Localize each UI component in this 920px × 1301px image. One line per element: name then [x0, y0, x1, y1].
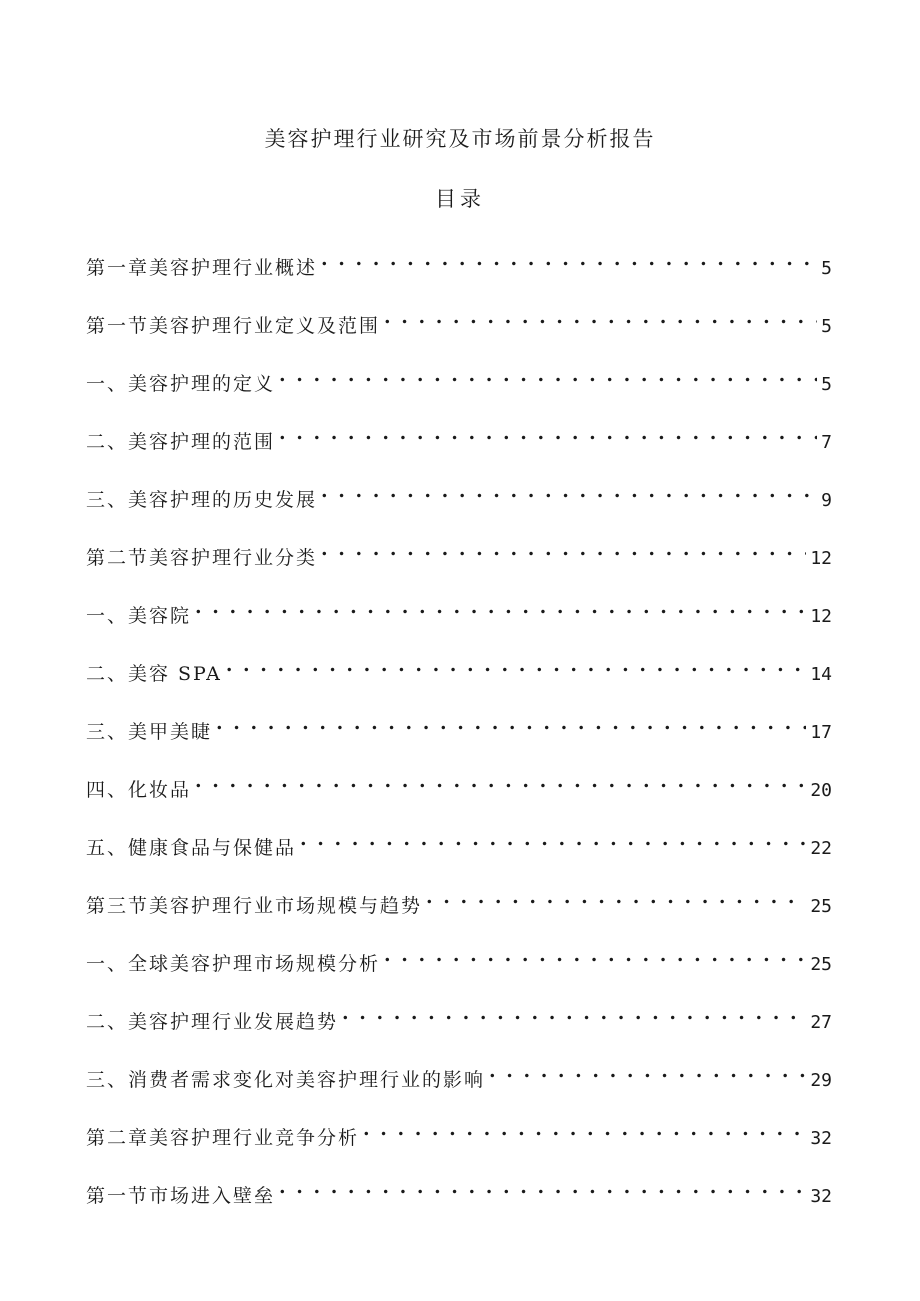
toc-entry-label: 第一节市场进入壁垒	[86, 1185, 276, 1207]
toc-entry[interactable]	[86, 998, 832, 1056]
toc-entry-page: 5	[821, 258, 832, 279]
toc-entry[interactable]	[86, 360, 832, 418]
toc-dot-leader	[342, 998, 806, 1028]
toc-dot-leader	[216, 708, 806, 738]
toc-entry-label: 一、美容院	[86, 605, 192, 627]
toc-entry-label: 第二章美容护理行业竞争分析	[86, 1127, 360, 1149]
toc-dot-leader	[384, 940, 806, 970]
toc-entry[interactable]	[86, 940, 832, 998]
toc-entry[interactable]	[86, 592, 832, 650]
toc-dot-leader	[279, 360, 817, 390]
toc-dot-leader	[279, 418, 817, 448]
toc-entry-page: 32	[810, 1186, 832, 1207]
toc-entry-label: 二、美容护理行业发展趋势	[86, 1011, 339, 1033]
toc-entry-page: 27	[810, 1012, 832, 1033]
toc-entry[interactable]	[86, 1172, 832, 1230]
toc-entry-page: 22	[810, 838, 832, 859]
toc-entry-label: 第一节美容护理行业定义及范围	[86, 315, 381, 337]
toc-entry-page: 32	[810, 1128, 832, 1149]
toc-entry-label: 五、健康食品与保健品	[86, 837, 297, 859]
toc-entry-label: 二、美容 SPA	[86, 663, 222, 685]
toc-entry[interactable]	[86, 418, 832, 476]
document-title: 美容护理行业研究及市场前景分析报告	[264, 127, 656, 151]
toc-entry[interactable]	[86, 1114, 832, 1172]
toc-dot-leader	[195, 592, 806, 622]
toc-dot-leader	[489, 1056, 806, 1086]
toc-entry[interactable]	[86, 708, 832, 766]
toc-entry-label: 三、消费者需求变化对美容护理行业的影响	[86, 1069, 486, 1091]
toc-entry-label: 三、美甲美睫	[86, 721, 213, 743]
toc-entry[interactable]	[86, 1056, 832, 1114]
toc-entry-label: 一、美容护理的定义	[86, 373, 276, 395]
table-of-contents	[86, 244, 832, 1230]
toc-dot-leader	[321, 534, 806, 564]
toc-entry-page: 14	[810, 664, 832, 685]
toc-entry-page: 25	[810, 954, 832, 975]
toc-dot-leader	[384, 302, 817, 332]
toc-entry[interactable]	[86, 302, 832, 360]
toc-dot-leader	[321, 244, 817, 274]
toc-entry-page: 12	[810, 548, 832, 569]
toc-entry-label: 四、化妆品	[86, 779, 192, 801]
toc-entry-label: 三、美容护理的历史发展	[86, 489, 318, 511]
toc-dot-leader	[426, 882, 806, 912]
toc-entry-page: 25	[810, 896, 832, 917]
toc-entry-page: 7	[821, 432, 832, 453]
toc-entry-page: 20	[810, 780, 832, 801]
toc-dot-leader	[321, 476, 817, 506]
toc-entry-label: 二、美容护理的范围	[86, 431, 276, 453]
toc-dot-leader	[226, 650, 806, 680]
toc-heading: 目录	[435, 187, 485, 211]
toc-entry[interactable]	[86, 476, 832, 534]
toc-entry-page: 17	[810, 722, 832, 743]
toc-entry[interactable]	[86, 882, 832, 940]
toc-entry-page: 29	[810, 1070, 832, 1091]
toc-entry-label: 第二节美容护理行业分类	[86, 547, 318, 569]
toc-entry-page: 5	[821, 316, 832, 337]
toc-dot-leader	[195, 766, 806, 796]
toc-entry[interactable]	[86, 650, 832, 708]
toc-entry-label: 第一章美容护理行业概述	[86, 257, 318, 279]
toc-entry-label: 第三节美容护理行业市场规模与趋势	[86, 895, 423, 917]
toc-entry-page: 9	[821, 490, 832, 511]
toc-entry-page: 5	[821, 374, 832, 395]
toc-entry[interactable]	[86, 824, 832, 882]
toc-entry[interactable]	[86, 244, 832, 302]
toc-dot-leader	[300, 824, 806, 854]
toc-entry-label: 一、全球美容护理市场规模分析	[86, 953, 381, 975]
toc-dot-leader	[363, 1114, 806, 1144]
toc-entry[interactable]	[86, 534, 832, 592]
toc-entry-page: 12	[810, 606, 832, 627]
toc-dot-leader	[279, 1172, 806, 1202]
toc-entry[interactable]	[86, 766, 832, 824]
